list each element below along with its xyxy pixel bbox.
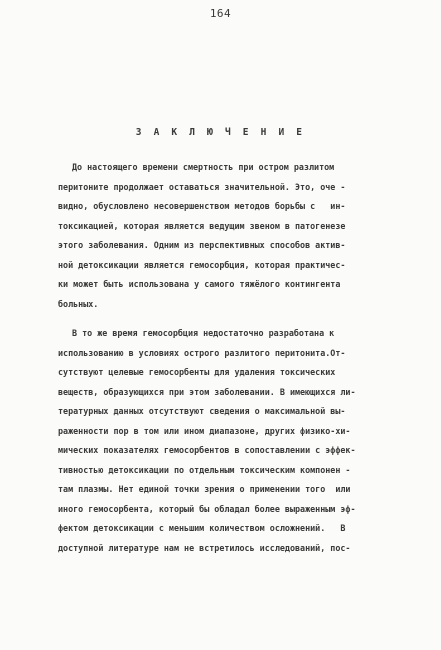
text-line: ной детоксикации является гемосорбция, которая практичес-	[58, 259, 346, 270]
text-line: сутствуют целевые гемосорбенты для удаления токсических	[58, 367, 336, 377]
text-line: В то же время гемосорбция недостаточно разработана к	[72, 328, 335, 338]
text-line: там плазмы. Нет единой точки зрения о применении того или	[58, 484, 351, 494]
text-line: больных.	[58, 298, 99, 309]
text-line: тературных данных отсутствуют сведения о максимальной вы-	[58, 406, 346, 416]
text-line: перитоните продолжает оставаться значительной. Это, оче -	[58, 181, 346, 192]
text-line: ки может быть использована у самого тяжёлого контингента	[58, 279, 341, 289]
text-line: веществ, образующихся при этом заболевании. В имеющихся ли-	[58, 386, 356, 397]
text-line: тивностью детоксикации по отдельным токсическим компонен -	[58, 464, 351, 475]
text-line: использованию в условиях острого разлитого перитонита.От-	[58, 347, 346, 358]
text-line: До настоящего времени смертность при остром разлитом	[72, 162, 335, 172]
text-line: токсикацией, которая является ведущим звеном в патогенезе	[58, 220, 346, 231]
text-line: доступной литературе нам не встретилось исследований, пос-	[58, 542, 351, 553]
text-line: раженности пор в том или ином диапазоне, других физико-хи-	[58, 425, 351, 436]
text-line: иного гемосорбента, который бы обладал более выраженным эф-	[58, 503, 356, 514]
section-heading: З А К Л Ю Ч Е Н И Е	[135, 127, 306, 138]
page-number: 164	[209, 7, 232, 20]
text-line: мических показателях гемосорбентов в сопоставлении с эффек-	[58, 445, 356, 455]
paragraph-1	[58, 158, 400, 314]
paragraph-gap	[58, 314, 400, 324]
body-text	[58, 158, 400, 558]
text-line: этого заболевания. Одним из перспективных способов актив-	[58, 240, 346, 250]
text-line: фектом детоксикации с меньшим количеством осложнений. В	[58, 523, 346, 533]
paragraph-2	[58, 324, 400, 558]
text-line: видно, обусловлено несовершенством методов борьбы с ин-	[58, 201, 346, 211]
